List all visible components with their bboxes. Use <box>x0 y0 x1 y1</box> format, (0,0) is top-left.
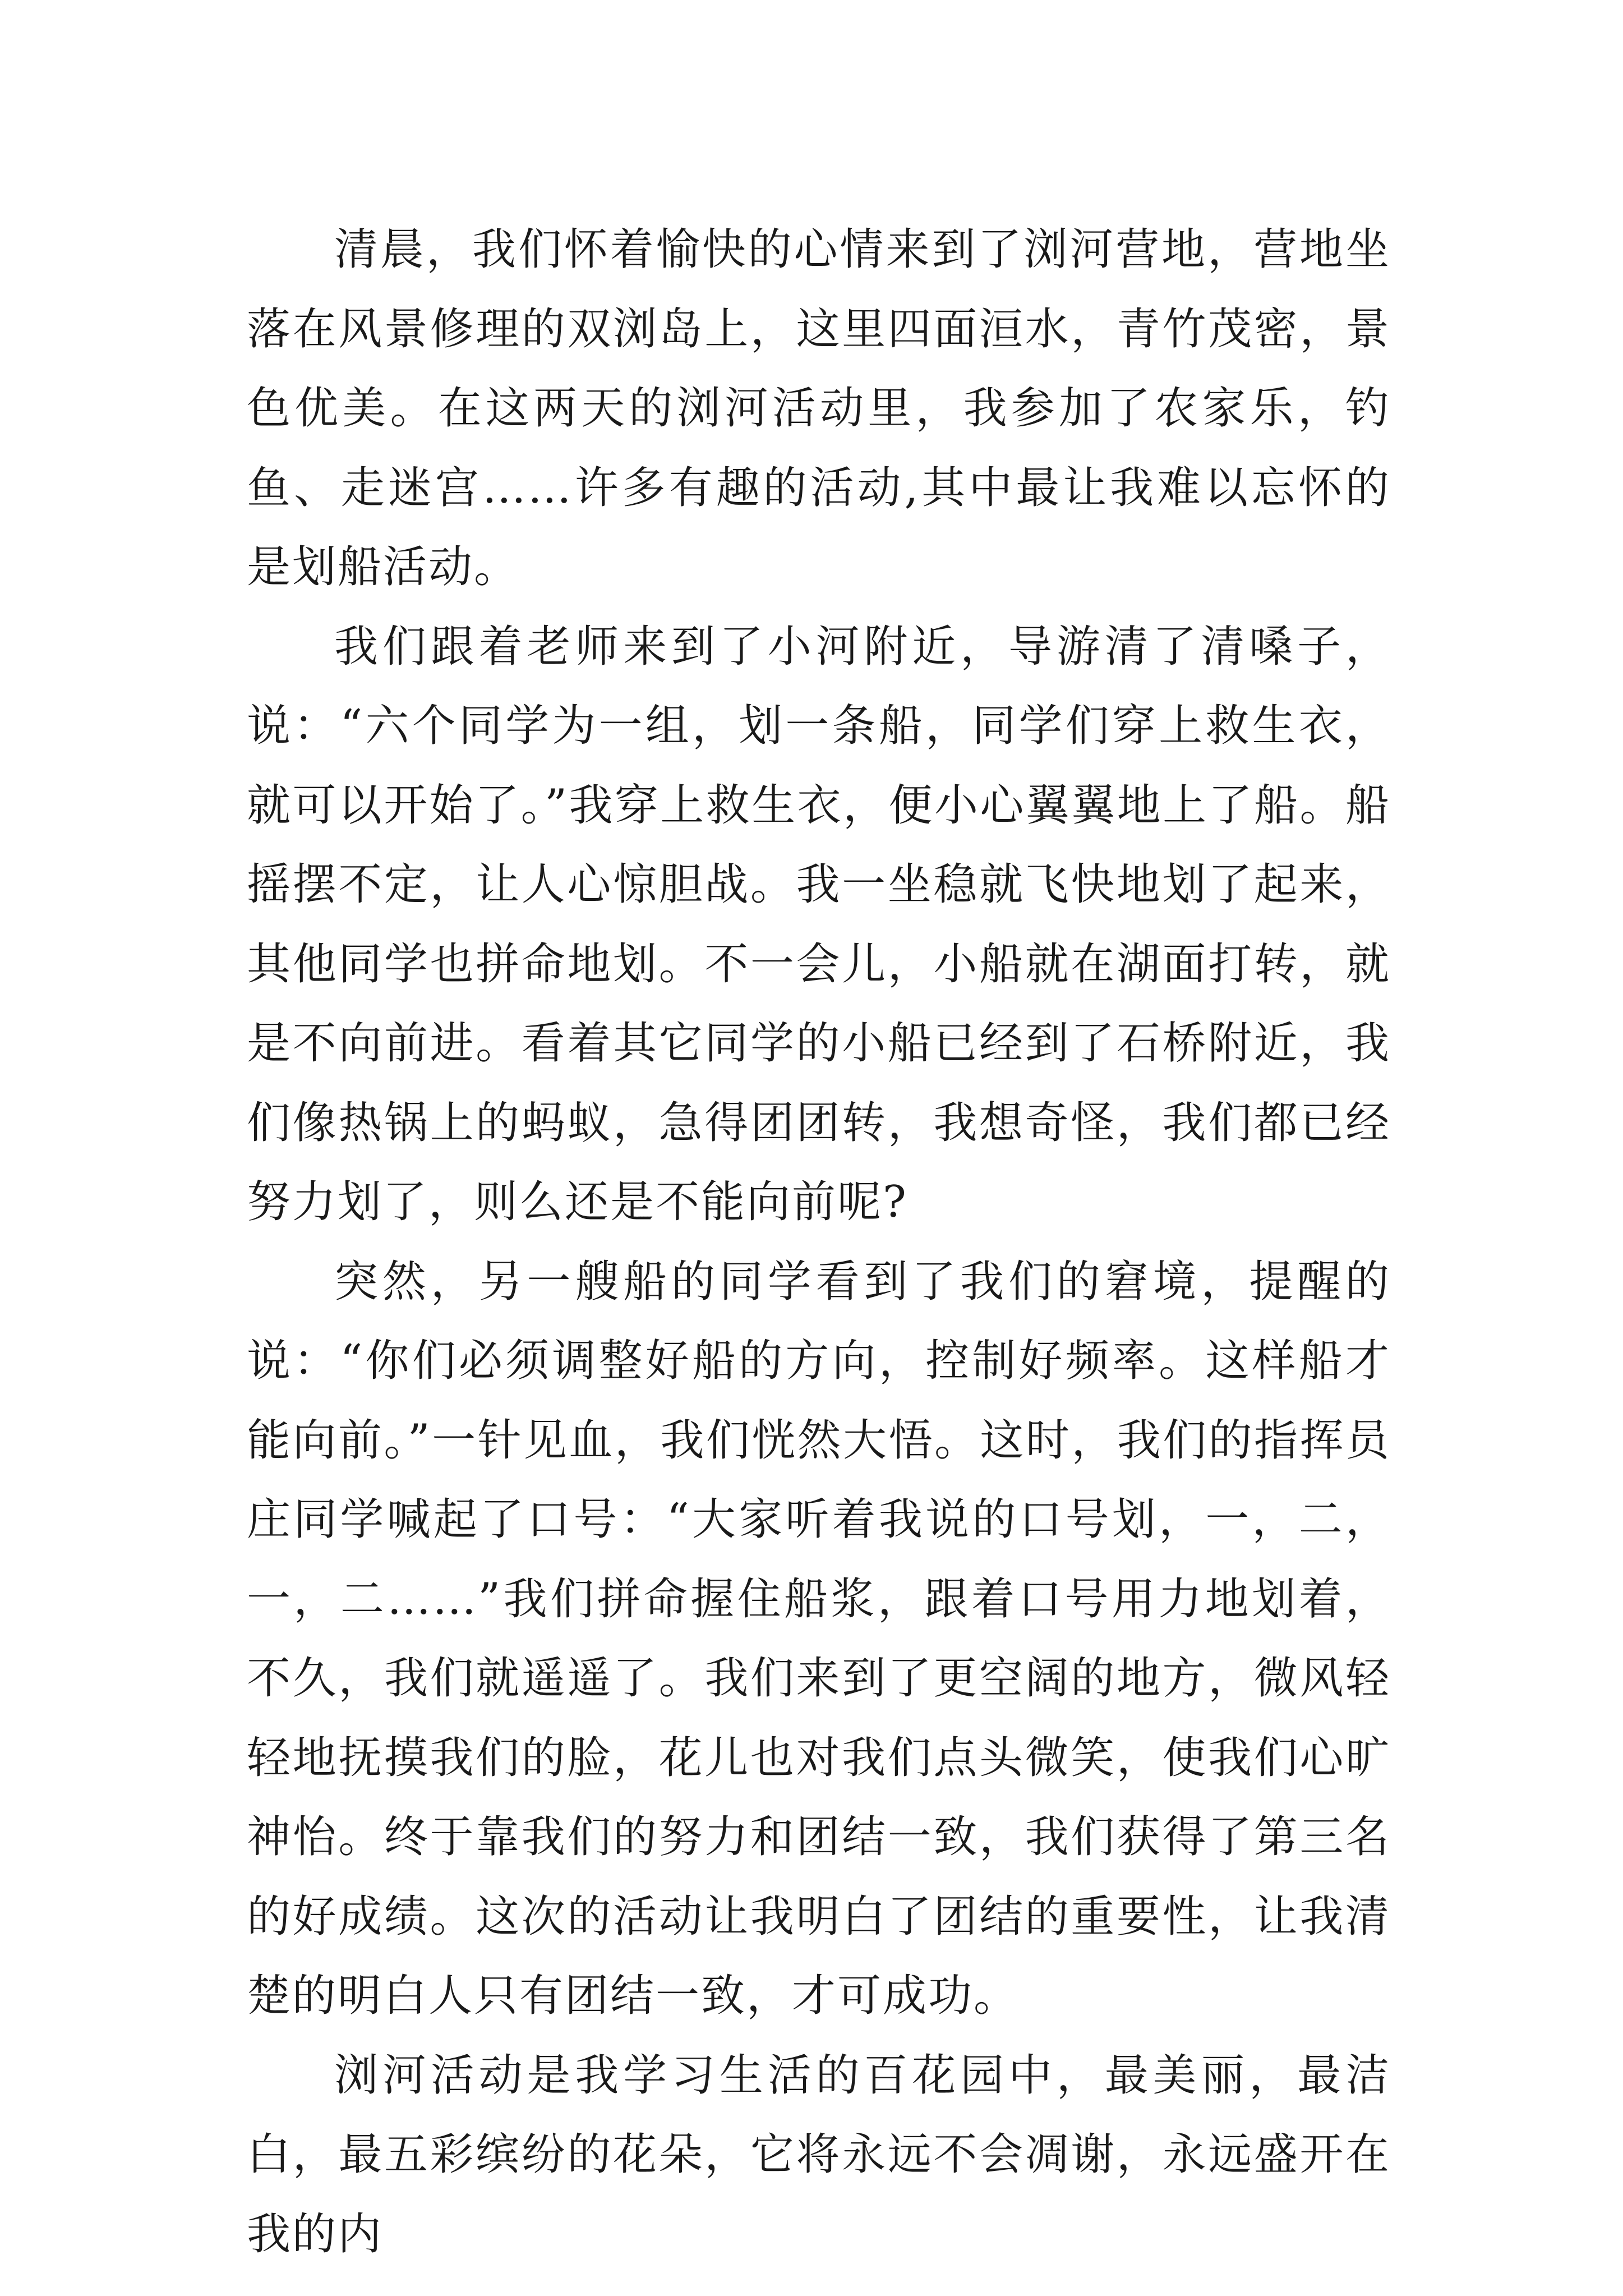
paragraph-4: 浏河活动是我学习生活的百花园中，最美丽，最洁白，最五彩缤纷的花朵，它将永远不会凋谢，永远盛开在我的内 <box>247 2050 1391 2260</box>
paragraph-1: 清晨，我们怀着愉快的心情来到了浏河营地，营地坐落在风景修理的双浏岛上，这里四面洹水，青竹茂密，景色优美。在这两天的浏河活动里，我参加了农家乐，钓鱼、走迷宫……许多有趣的活动,其中最让我难以忘怀的是划船活动。 <box>247 224 1391 592</box>
paragraph-3: 突然，另一艘船的同学看到了我们的窘境，提醒的说：“你们必须调整好船的方向，控制好频率。这样船才能向前。”一针见血，我们恍然大悟。这时，我们的指挥员庄同学喊起了口号：“大家听着我说的口号划，一，二，一，二……”我们拼命握住船浆，跟着口号用力地划着，不久，我们就遥遥了。我们来到了更空阔的地方，微风轻轻地抚摸我们的脸，花儿也对我们点头微笑，使我们心旷神怡。终于靠我们的努力和团结一致，我们获得了第三名的好成绩。这次的活动让我明白了团结的重要性，让我清楚的明白人只有团结一致，才可成功。 <box>247 1256 1391 2021</box>
essay-body <box>247 210 1391 2274</box>
paragraph-2: 我们跟着老师来到了小河附近，导游清了清嗓子，说：“六个同学为一组，划一条船，同学们穿上救生衣，就可以开始了。”我穿上救生衣，便小心翼翼地上了船。船摇摆不定，让人心惊胆战。我一坐稳就飞快地划了起来，其他同学也拼命地划。不一会儿，小船就在湖面打转，就是不向前进。看着其它同学的小船已经到了石桥附近，我们像热锅上的蚂蚁，急得团团转，我想奇怪，我们都已经努力划了，则么还是不能向前呢? <box>247 621 1391 1227</box>
